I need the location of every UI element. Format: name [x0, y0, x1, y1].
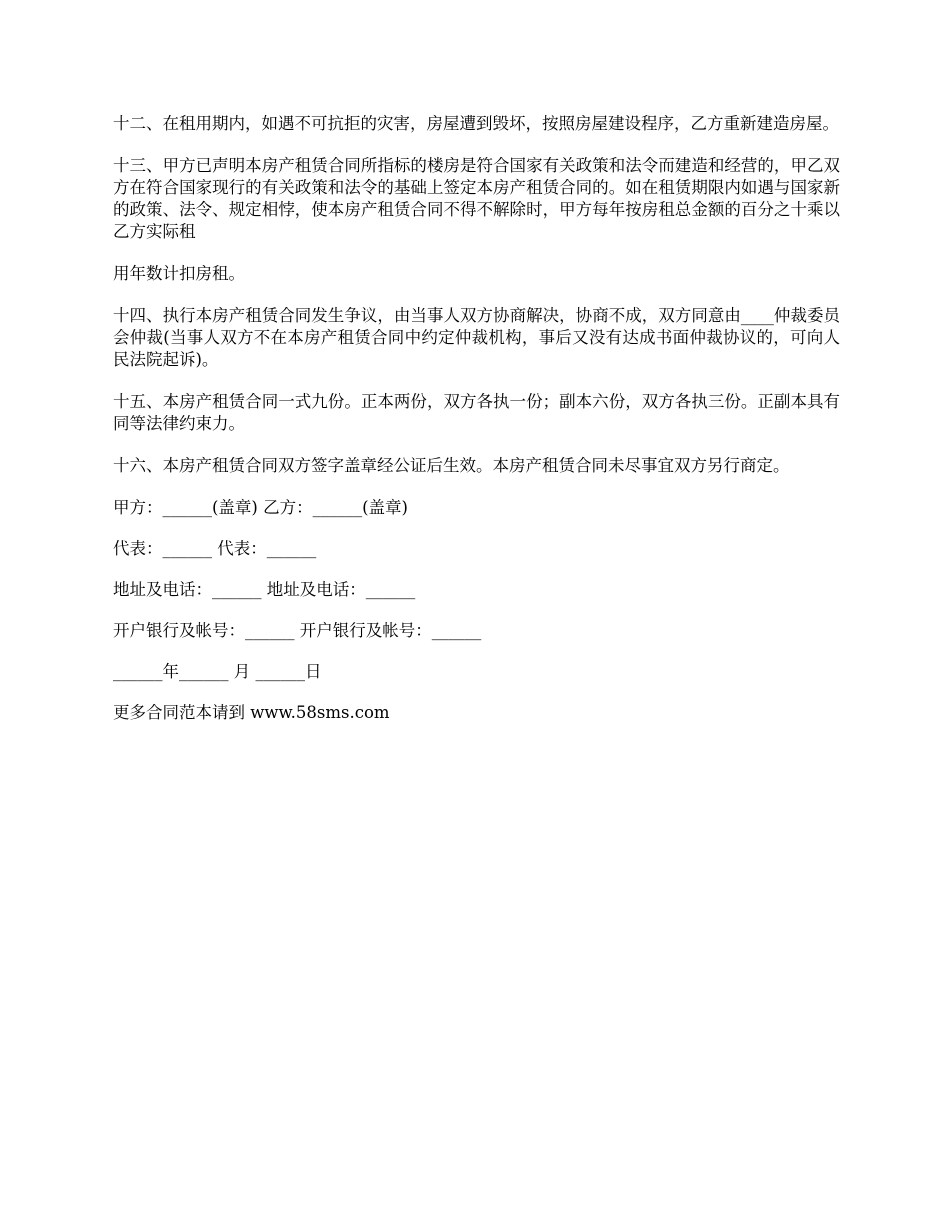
clause-12: 十二、在租用期内，如遇不可抗拒的灾害，房屋遭到毁坏，按照房屋建设程序，乙方重新建造房屋。	[113, 114, 839, 133]
footer-note: 更多合同范本请到 www.58sms.com	[113, 703, 390, 722]
clause-13: 十三、甲方已声明本房产租赁合同所指标的楼房是符合国家有关政策和法令而建造和经营的，甲乙双方在符合国家现行的有关政策和法令的基础上签定本房产租赁合同的。如在租赁期限内如遇与国家新的政策、法令、规定相悖，使本房产租赁合同不得不解除时，甲方每年按房租总金额的百分之十乘以乙方实际租	[113, 156, 840, 241]
document-body	[113, 113, 840, 743]
clause-14: 十四、执行本房产租赁合同发生争议，由当事人双方协商解决，协商不成，双方同意由____仲裁委员会仲裁(当事人双方不在本房产租赁合同中约定仲裁机构，事后又没有达成书面仲裁协议的，可向人民法院起诉)。	[113, 306, 840, 369]
address-phone-line: 地址及电话：______ 地址及电话：______	[113, 580, 416, 599]
representative-line: 代表：______ 代表：______	[113, 539, 317, 558]
clause-15: 十五、本房产租赁合同一式九份。正本两份，双方各执一份；副本六份，双方各执三份。正副本具有同等法律约束力。	[113, 392, 840, 433]
clause-13-continued: 用年数计扣房租。	[113, 264, 245, 283]
party-signature-line: 甲方：______(盖章) 乙方：______(盖章)	[113, 498, 408, 517]
clause-16: 十六、本房产租赁合同双方签字盖章经公证后生效。本房产租赁合同未尽事宜双方另行商定。	[113, 456, 790, 475]
bank-account-line: 开户银行及帐号：______ 开户银行及帐号：______	[113, 621, 482, 640]
date-line: ______年______ 月 ______日	[113, 662, 322, 681]
